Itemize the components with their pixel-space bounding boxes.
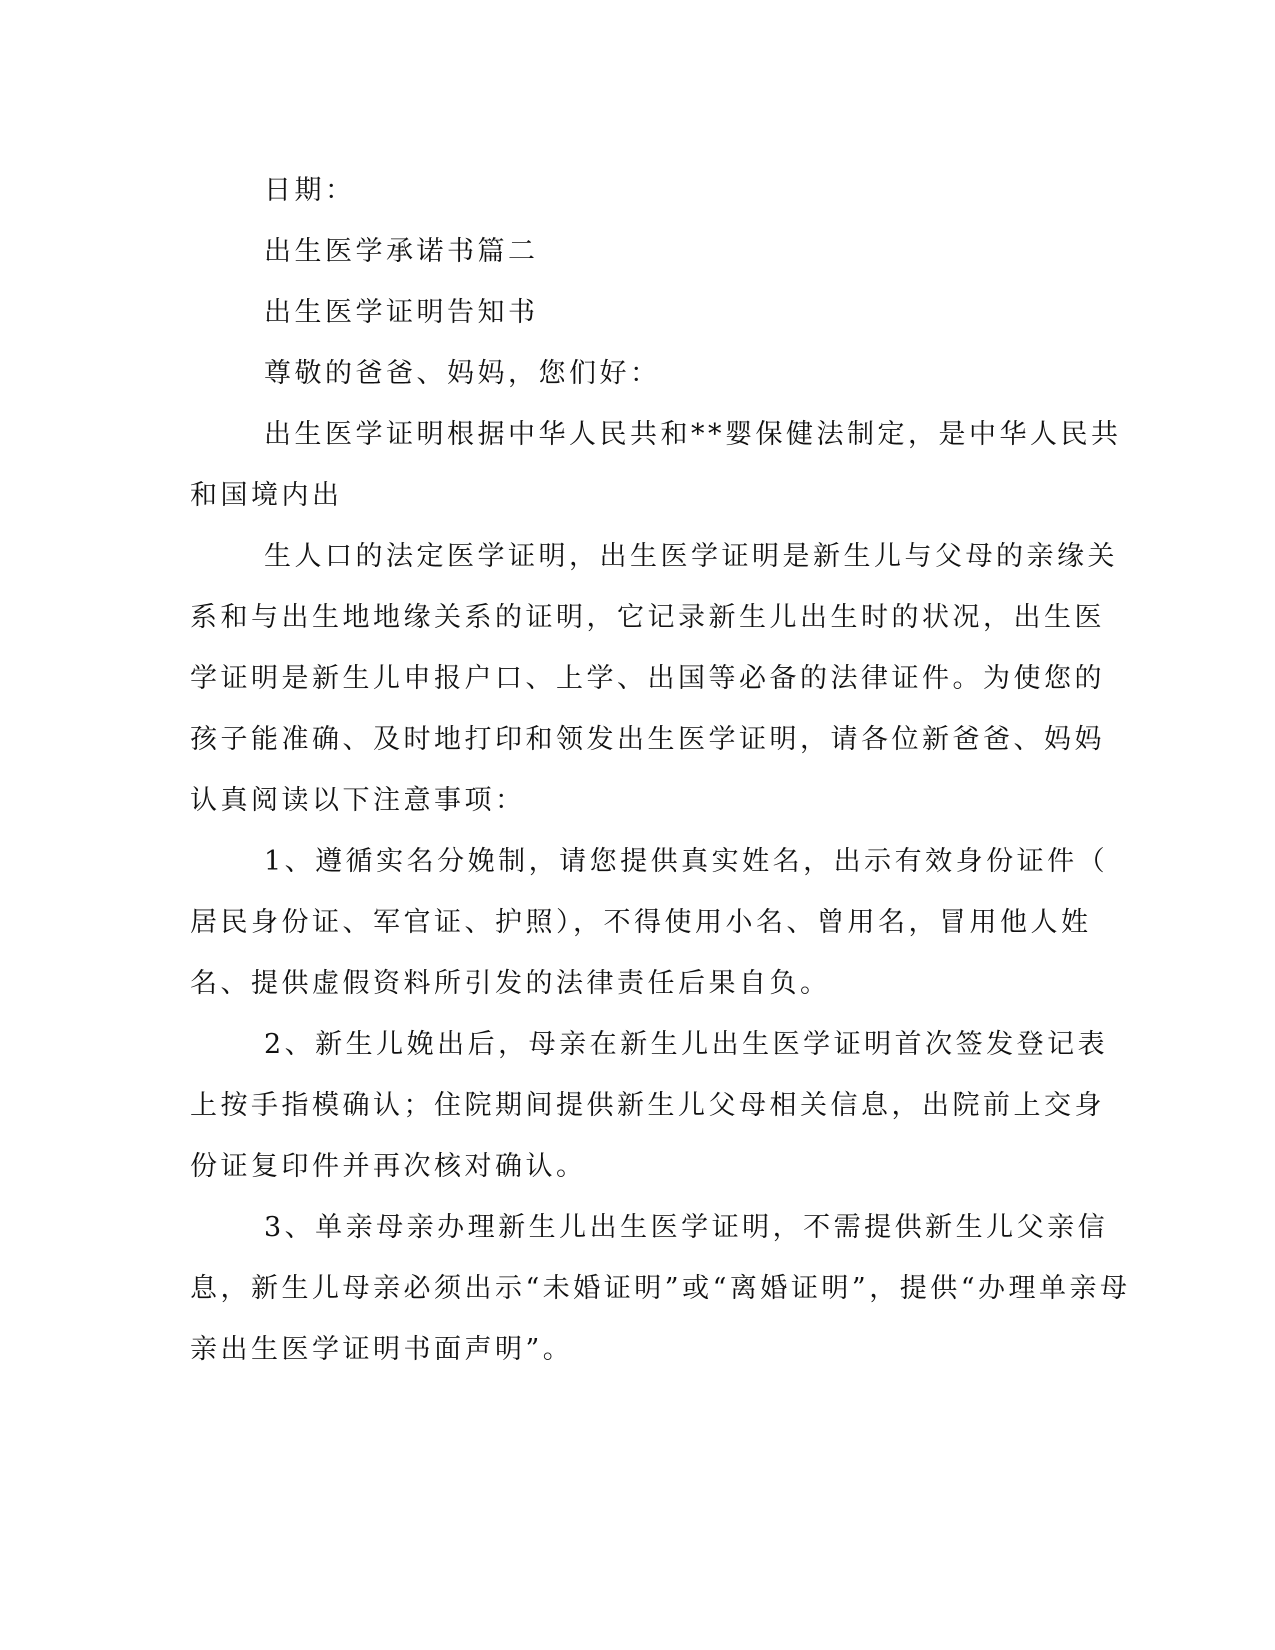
text-line: 2、新生儿娩出后，母亲在新生儿出生医学证明首次签发登记表	[264, 1029, 1109, 1060]
text-line: 日期：	[264, 175, 356, 206]
document-body	[190, 160, 1131, 1380]
text-line: 和国境内出	[190, 480, 343, 511]
text-line: 生人口的法定医学证明，出生医学证明是新生儿与父母的亲缘关	[264, 541, 1118, 572]
text-line: 息，新生儿母亲必须出示“未婚证明”或“离婚证明”，提供“办理单亲母	[190, 1273, 1131, 1304]
text-line: 上按手指模确认；住院期间提供新生儿父母相关信息，出院前上交身	[190, 1090, 1105, 1121]
text-line: 学证明是新生儿申报户口、上学、出国等必备的法律证件。为使您的	[190, 663, 1105, 694]
text-line: 3、单亲母亲办理新生儿出生医学证明，不需提供新生儿父亲信	[264, 1212, 1109, 1243]
text-line: 出生医学证明根据中华人民共和**婴保健法制定，是中华人民共	[264, 419, 1122, 450]
text-line: 亲出生医学证明书面声明”。	[190, 1334, 574, 1365]
text-line: 1、遵循实名分娩制，请您提供真实姓名，出示有效身份证件（	[264, 846, 1109, 877]
text-line: 系和与出生地地缘关系的证明，它记录新生儿出生时的状况，出生医	[190, 602, 1105, 633]
text-line: 居民身份证、军官证、护照），不得使用小名、曾用名，冒用他人姓	[190, 907, 1092, 938]
text-line: 名、提供虚假资料所引发的法律责任后果自负。	[190, 968, 831, 999]
text-line: 份证复印件并再次核对确认。	[190, 1151, 587, 1182]
text-line: 认真阅读以下注意事项：	[190, 785, 526, 816]
text-line: 出生医学证明告知书	[264, 297, 539, 328]
text-line: 出生医学承诺书篇二	[264, 236, 539, 267]
text-line: 尊敬的爸爸、妈妈，您们好：	[264, 358, 661, 389]
text-line: 孩子能准确、及时地打印和领发出生医学证明，请各位新爸爸、妈妈	[190, 724, 1105, 755]
